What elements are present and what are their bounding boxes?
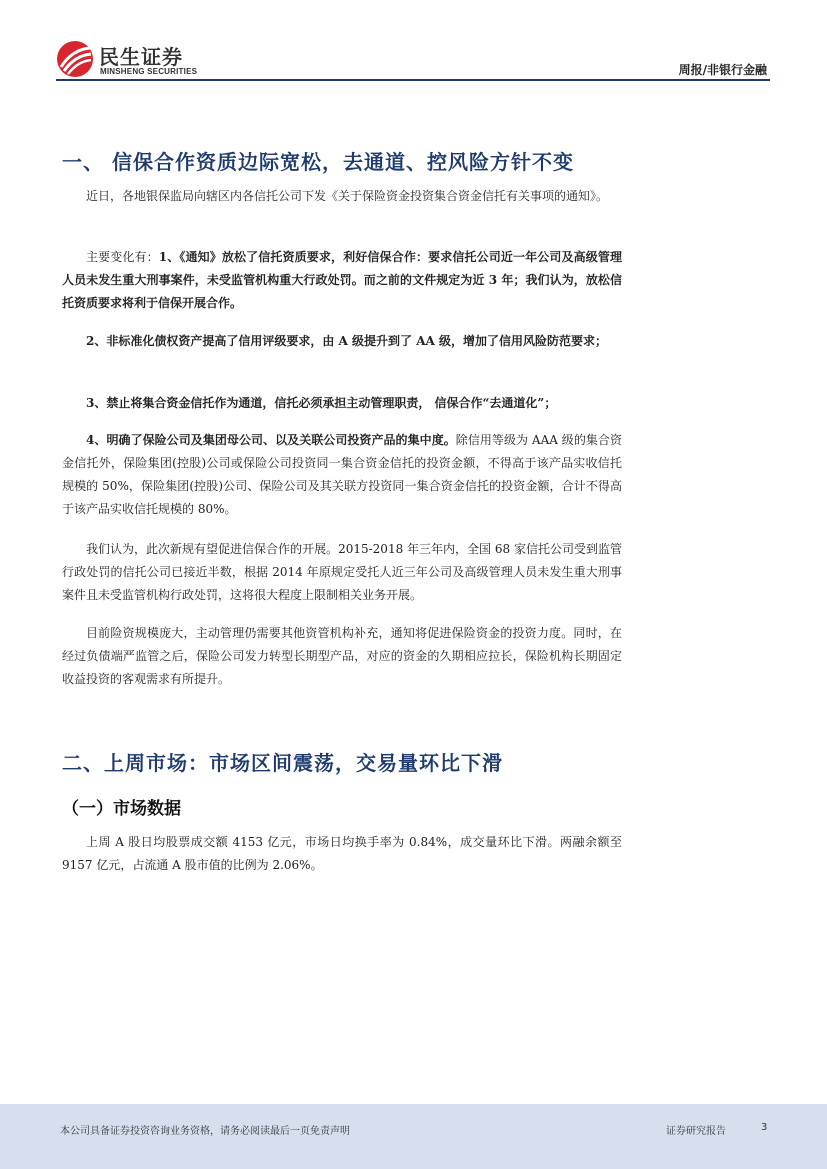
footer-disclaimer: 本公司具备证券投资咨询业务资格，请务必阅读最后一页免责声明 <box>60 1126 350 1137</box>
minsheng-logo-icon <box>56 40 94 78</box>
paragraph <box>62 429 622 521</box>
paragraph: 目前险资规模庞大，主动管理仍需要其他资管机构补充，通知将促进保险资金的投资力度。同时，在经过负债端严监管之后，保险公司发力转型长期型产品，对应的资金的久期相应拉长，保险机构长期固定收益投资的客观需求有所提升。 <box>62 626 622 686</box>
report-type: 周报/非银行金融 <box>678 63 767 77</box>
page-number: 3 <box>761 1122 768 1133</box>
paragraph-text: 除信用等级为 AAA 级的集合资金信托外，保险集团(控股)公司或保险公司投资同一集合资金信托的投资金额，不得高于该产品实收信托规模的 50%，保险集团(控股)公司、保险公司及其关联方投资同一集合资金信托的投资金额，合计不得高于该产品实收信托规模的 80%。 <box>62 433 622 516</box>
header-divider <box>56 79 770 81</box>
paragraph: 3、禁止将集合资金信托作为通道，信托必须承担主动管理职责， 信保合作“去通道化”； <box>86 396 557 410</box>
subsection-title: （一）市场数据 <box>62 799 181 819</box>
logo-english-name: MINSHENG SECURITIES <box>100 67 198 76</box>
paragraph <box>62 246 622 315</box>
paragraph-lead: 主要变化有： <box>86 250 159 264</box>
section2-title: 二、上周市场：市场区间震荡，交易量环比下滑 <box>62 751 503 775</box>
footer-doc-type: 证券研究报告 <box>666 1126 726 1137</box>
page-footer <box>0 1104 827 1169</box>
page-header <box>0 0 827 85</box>
bold-text: 4、明确了保险公司及集团母公司、以及关联公司投资产品的集中度。 <box>86 433 456 447</box>
company-logo <box>56 40 216 80</box>
paragraph: 上周 A 股日均股票成交额 4153 亿元，市场日均换手率为 0.84%，成交量环比下滑。两融余额至 9157 亿元，占流通 A 股市值的比例为 2.06%。 <box>62 835 622 872</box>
paragraph: 我们认为，此次新规有望促进信保合作的开展。2015-2018 年三年内，全国 68 家信托公司受到监管行政处罚的信托公司已接近半数，根据 2014 年原规定受托人近三年公司及高级管理人员未发生重大刑事案件且未受监管机构行政处罚，这将很大程度上限制相关业务开展。 <box>62 542 622 602</box>
paragraph: 2、非标准化债权资产提高了信用评级要求，由 A 级提升到了 AA 级，增加了信用风险防范要求； <box>86 334 607 348</box>
bold-text: 1、《通知》放松了信托资质要求，利好信保合作：要求信托公司近一年公司及高级管理人员未发生重大刑事案件，未受监管机构重大行政处罚。而之前的文件规定为近 3 年；我们认为，放松信托资质要求将利于信保开展合作。 <box>62 250 622 310</box>
paragraph: 近日，各地银保监局向辖区内各信托公司下发《关于保险资金投资集合资金信托有关事项的通知》。 <box>86 189 609 203</box>
logo-chinese-name: 民生证券 <box>99 45 183 69</box>
section1-title: 一、 信保合作资质边际宽松，去通道、控风险方针不变 <box>62 150 574 174</box>
